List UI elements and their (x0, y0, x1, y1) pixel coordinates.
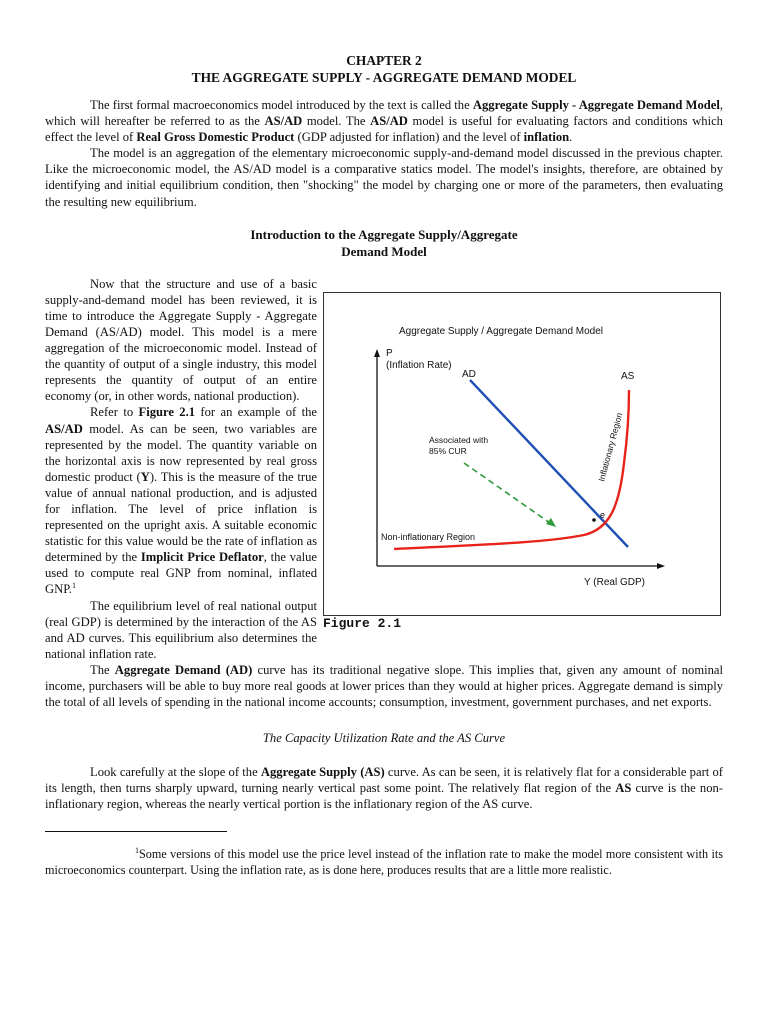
chart-title: Aggregate Supply / Aggregate Demand Model (399, 325, 604, 337)
section-paragraph-3: The equilibrium level of real national output (real GDP) is determined by the interaction of the AS and AD curves. This equilibrium also determines the national inflation rate. (45, 598, 317, 661)
footnote-number: 1 (135, 845, 139, 855)
as-label: AS (621, 370, 635, 382)
figure-frame (323, 292, 721, 616)
inflationary-region-label: Inflationary Region (596, 411, 625, 483)
document-page (45, 52, 723, 878)
figure-caption: Figure 2.1 (323, 615, 402, 631)
noninflationary-region-label: Non-inflationary Region (381, 531, 476, 542)
chapter-number: CHAPTER 2 (346, 53, 422, 68)
equilibrium-label: e (600, 509, 606, 520)
annotation-line-1: Associated with (429, 434, 489, 445)
footnote-rule (45, 831, 227, 832)
as-curve (394, 390, 629, 549)
y-axis-sublabel: (Inflation Rate) (386, 359, 452, 371)
intro-paragraph-1: The first formal macroeconomics model introduced by the text is called the Aggregate Supply - Aggregate Demand Model, which will hereafter be referred to as the AS/AD model. The AS/AD model is useful for evaluating factors and conditions which effect the level of Real Gross Domestic Product (GDP adjusted for inflation) and the level of inflation. (45, 98, 723, 145)
footnote-text: Some versions of this model use the price level instead of the inflation rate to make the model more consistent with its microeconomics counterpart. Using the inflation rate, as is done here, produces results that are a little more realistic. (45, 846, 723, 877)
ad-label: AD (462, 368, 476, 380)
y-axis-label: P (386, 347, 393, 359)
x-axis-label: Y (Real GDP) (584, 576, 645, 588)
subsection-heading: The Capacity Utilization Rate and the AS Curve (262, 731, 506, 746)
annotation-line-2: 85% CUR (429, 445, 467, 456)
section-heading: Introduction to the Aggregate Supply/Aggregate Demand Model (250, 226, 518, 259)
section-paragraph-2: Refer to Figure 2.1 for an example of the AS/AD model. As can be seen, two variables are represented by the model. The quantity variable on the horizontal axis is now represented by real gross domestic product (Y). This is the measure of the true value of annual national production, and is adjusted for inflation. The level of price inflation is represented on the upright axis. A suitable economic statistic for this value would be the rate of inflation as determined by the Implicit Price Deflator, the value used to compute real GNP from nominal, inflated GNP.$^1$ (45, 405, 317, 597)
y-axis-arrowhead (374, 349, 380, 357)
subsection-paragraph-1: Look carefully at the slope of the Aggregate Supply (AS) curve. As can be seen, it is relatively flat for a considerable part of its length, then turns sharply upward, turning nearly vertical past some point. The relatively flat region of the AS curve is the non-inflationary region, whereas the nearly vertical portion is the inflationary region of the AS curve. (45, 765, 723, 812)
footnote (45, 846, 723, 878)
figure-2-1 (323, 292, 723, 644)
footnote-ref[interactable]: 1 (71, 581, 76, 591)
annotation-arrow-line (464, 463, 550, 523)
annotation-arrowhead (546, 518, 556, 527)
chapter-title: THE AGGREGATE SUPPLY - AGGREGATE DEMAND MODEL (191, 70, 577, 85)
section-paragraph-4: The Aggregate Demand (AD) curve has its traditional negative slope. This implies that, given any amount of nominal income, purchasers will be able to buy more real goods at lower prices than they would at higher prices. Aggregate demand is simply the total of all levels of spending in the national income accounts; consumption, investment, government purchases, and net exports. (45, 662, 724, 710)
as-ad-chart (324, 293, 720, 615)
intro-paragraph-2: The model is an aggregation of the elementary microeconomic supply-and-demand model discussed in the previous chapter. Like the microeconomic model, the AS/AD model is a comparative statics model. The model's insights, therefore, are obtained by identifying and initial equilibrium condition, then "shocking" the model by charging one or more of the parameters, then evaluating the resulting new equilibrium. (45, 146, 723, 209)
section-paragraph-1: Now that the structure and use of a basic supply-and-demand model has been reviewed, it is time to introduce the Aggregate Supply - Aggregate Demand (AS/AD) model. This model is a mere aggregation of the microeconomic model. Instead of the quantity of output of a single industry, this model represents the quantity of output of an entire economy (or, in other words, national production). (45, 276, 317, 404)
equilibrium-point (592, 518, 596, 522)
x-axis-arrowhead (657, 563, 665, 569)
